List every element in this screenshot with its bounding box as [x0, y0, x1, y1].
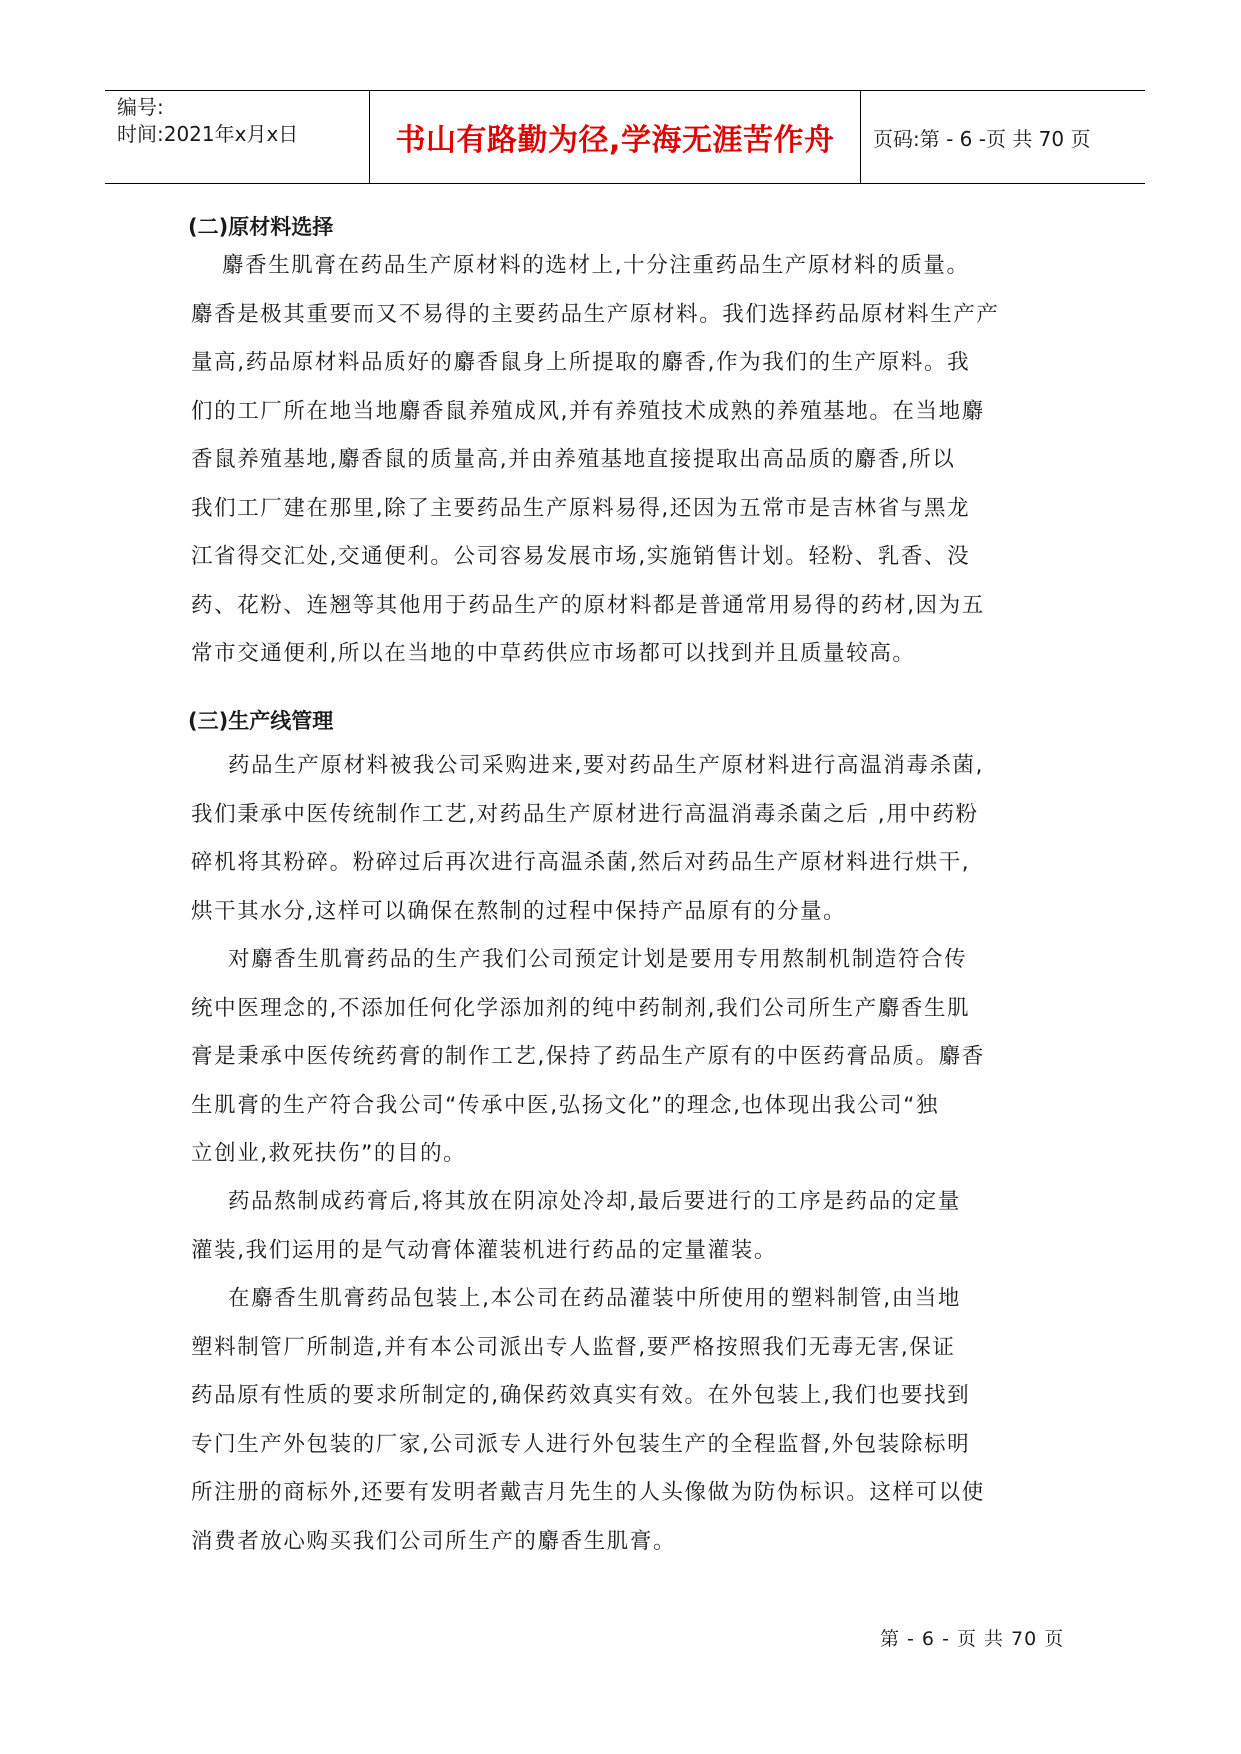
text-line: 所注册的商标外,还要有发明者戴吉月先生的人头像做为防伪标识。这样可以使: [191, 1480, 985, 1505]
text-line: 在麝香生肌膏药品包装上,本公司在药品灌装中所使用的塑料制管,由当地: [228, 1286, 961, 1311]
text-line: 统中医理念的,不添加任何化学添加剂的纯中药制剂,我们公司所生产麝香生肌: [191, 995, 971, 1021]
text-line: 药、花粉、连翘等其他用于药品生产的原材料都是普通常用易得的药材,因为五: [191, 592, 985, 618]
text-line: 药品熬制成药膏后,将其放在阴凉处冷却,最后要进行的工序是药品的定量: [228, 1189, 961, 1214]
paragraph: [191, 742, 1071, 936]
text-line: 药品生产原材料被我公司采购进来,要对药品生产原材料进行高温消毒杀菌,: [228, 753, 985, 778]
text-line: 膏是秉承中医传统药膏的制作工艺,保持了药品生产原有的中医药膏品质。麝香: [191, 1044, 985, 1069]
text-line: 消费者放心购买我们公司所生产的麝香生肌膏。: [191, 1528, 677, 1554]
text-line: 麝香是极其重要而又不易得的主要药品生产原材料。我们选择药品原材料生产产: [191, 301, 1000, 327]
header-motto: 书山有路勤为径,学海无涯苦作舟: [395, 123, 835, 158]
text-line: 立创业,救死扶伤”的目的。: [191, 1141, 467, 1166]
text-line: 碎机将其粉碎。粉碎过后再次进行高温杀菌,然后对药品生产原材料进行烘干,: [191, 850, 971, 875]
text-line: 江省得交汇处,交通便利。公司容易发展市场,实施销售计划。轻粉、乳香、没: [191, 544, 971, 569]
header-divider: [860, 91, 861, 183]
text-line: 烘干其水分,这样可以确保在熬制的过程中保持产品原有的分量。: [191, 898, 847, 924]
header-divider: [369, 91, 370, 183]
header-page-code: 页码:第 - 6 -页 共 70 页: [873, 126, 1091, 151]
text-line: 我们工厂建在那里,除了主要药品生产原料易得,还因为五常市是吉林省与黑龙: [191, 495, 971, 521]
text-line: 药品原有性质的要求所制定的,确保药效真实有效。在外包装上,我们也要找到: [191, 1383, 971, 1408]
document-time-label: 时间:2021年x月x日: [117, 122, 299, 146]
text-line: 麝香生肌膏在药品生产原材料的选材上,十分注重药品生产原材料的质量。: [222, 253, 970, 278]
text-line: 量高,药品原材料品质好的麝香鼠身上所提取的麝香,作为我们的生产原料。我: [191, 350, 971, 375]
text-line: 灌装,我们运用的是气动膏体灌装机进行药品的定量灌装。: [191, 1237, 777, 1263]
page-header: [105, 90, 1145, 184]
section-heading: (二)原材料选择: [188, 215, 334, 239]
page-footer: 第 - 6 - 页 共 70 页: [880, 1628, 1065, 1650]
paragraph: [191, 936, 1071, 1179]
text-line: 我们秉承中医传统制作工艺,对药品生产原材进行高温消毒杀菌之后 ,用中药粉: [191, 801, 979, 827]
paragraph: [191, 1178, 1071, 1275]
paragraph: [191, 242, 1071, 679]
section-heading: (三)生产线管理: [188, 709, 334, 733]
text-line: 塑料制管厂所制造,并有本公司派出专人监督,要严格按照我们无毒无害,保证: [191, 1334, 956, 1360]
text-line: 香鼠养殖基地,麝香鼠的质量高,并由养殖基地直接提取出高品质的麝香,所以: [191, 447, 956, 472]
text-line: 对麝香生肌膏药品的生产我们公司预定计划是要用专用熬制机制造符合传: [228, 947, 968, 972]
text-line: 生肌膏的生产符合我公司“传承中医,弘扬文化”的理念,也体现出我公司“独: [191, 1092, 940, 1118]
text-line: 们的工厂所在地当地麝香鼠养殖成风,并有养殖技术成熟的养殖基地。在当地麝: [191, 398, 985, 424]
document-number-label: 编号:: [117, 95, 164, 119]
text-line: 专门生产外包装的厂家,公司派专人进行外包装生产的全程监督,外包装除标明: [191, 1431, 971, 1457]
header-meta: [117, 91, 367, 183]
paragraph: [191, 1275, 1071, 1566]
text-line: 常市交通便利,所以在当地的中草药供应市场都可以找到并且质量较高。: [191, 641, 916, 666]
